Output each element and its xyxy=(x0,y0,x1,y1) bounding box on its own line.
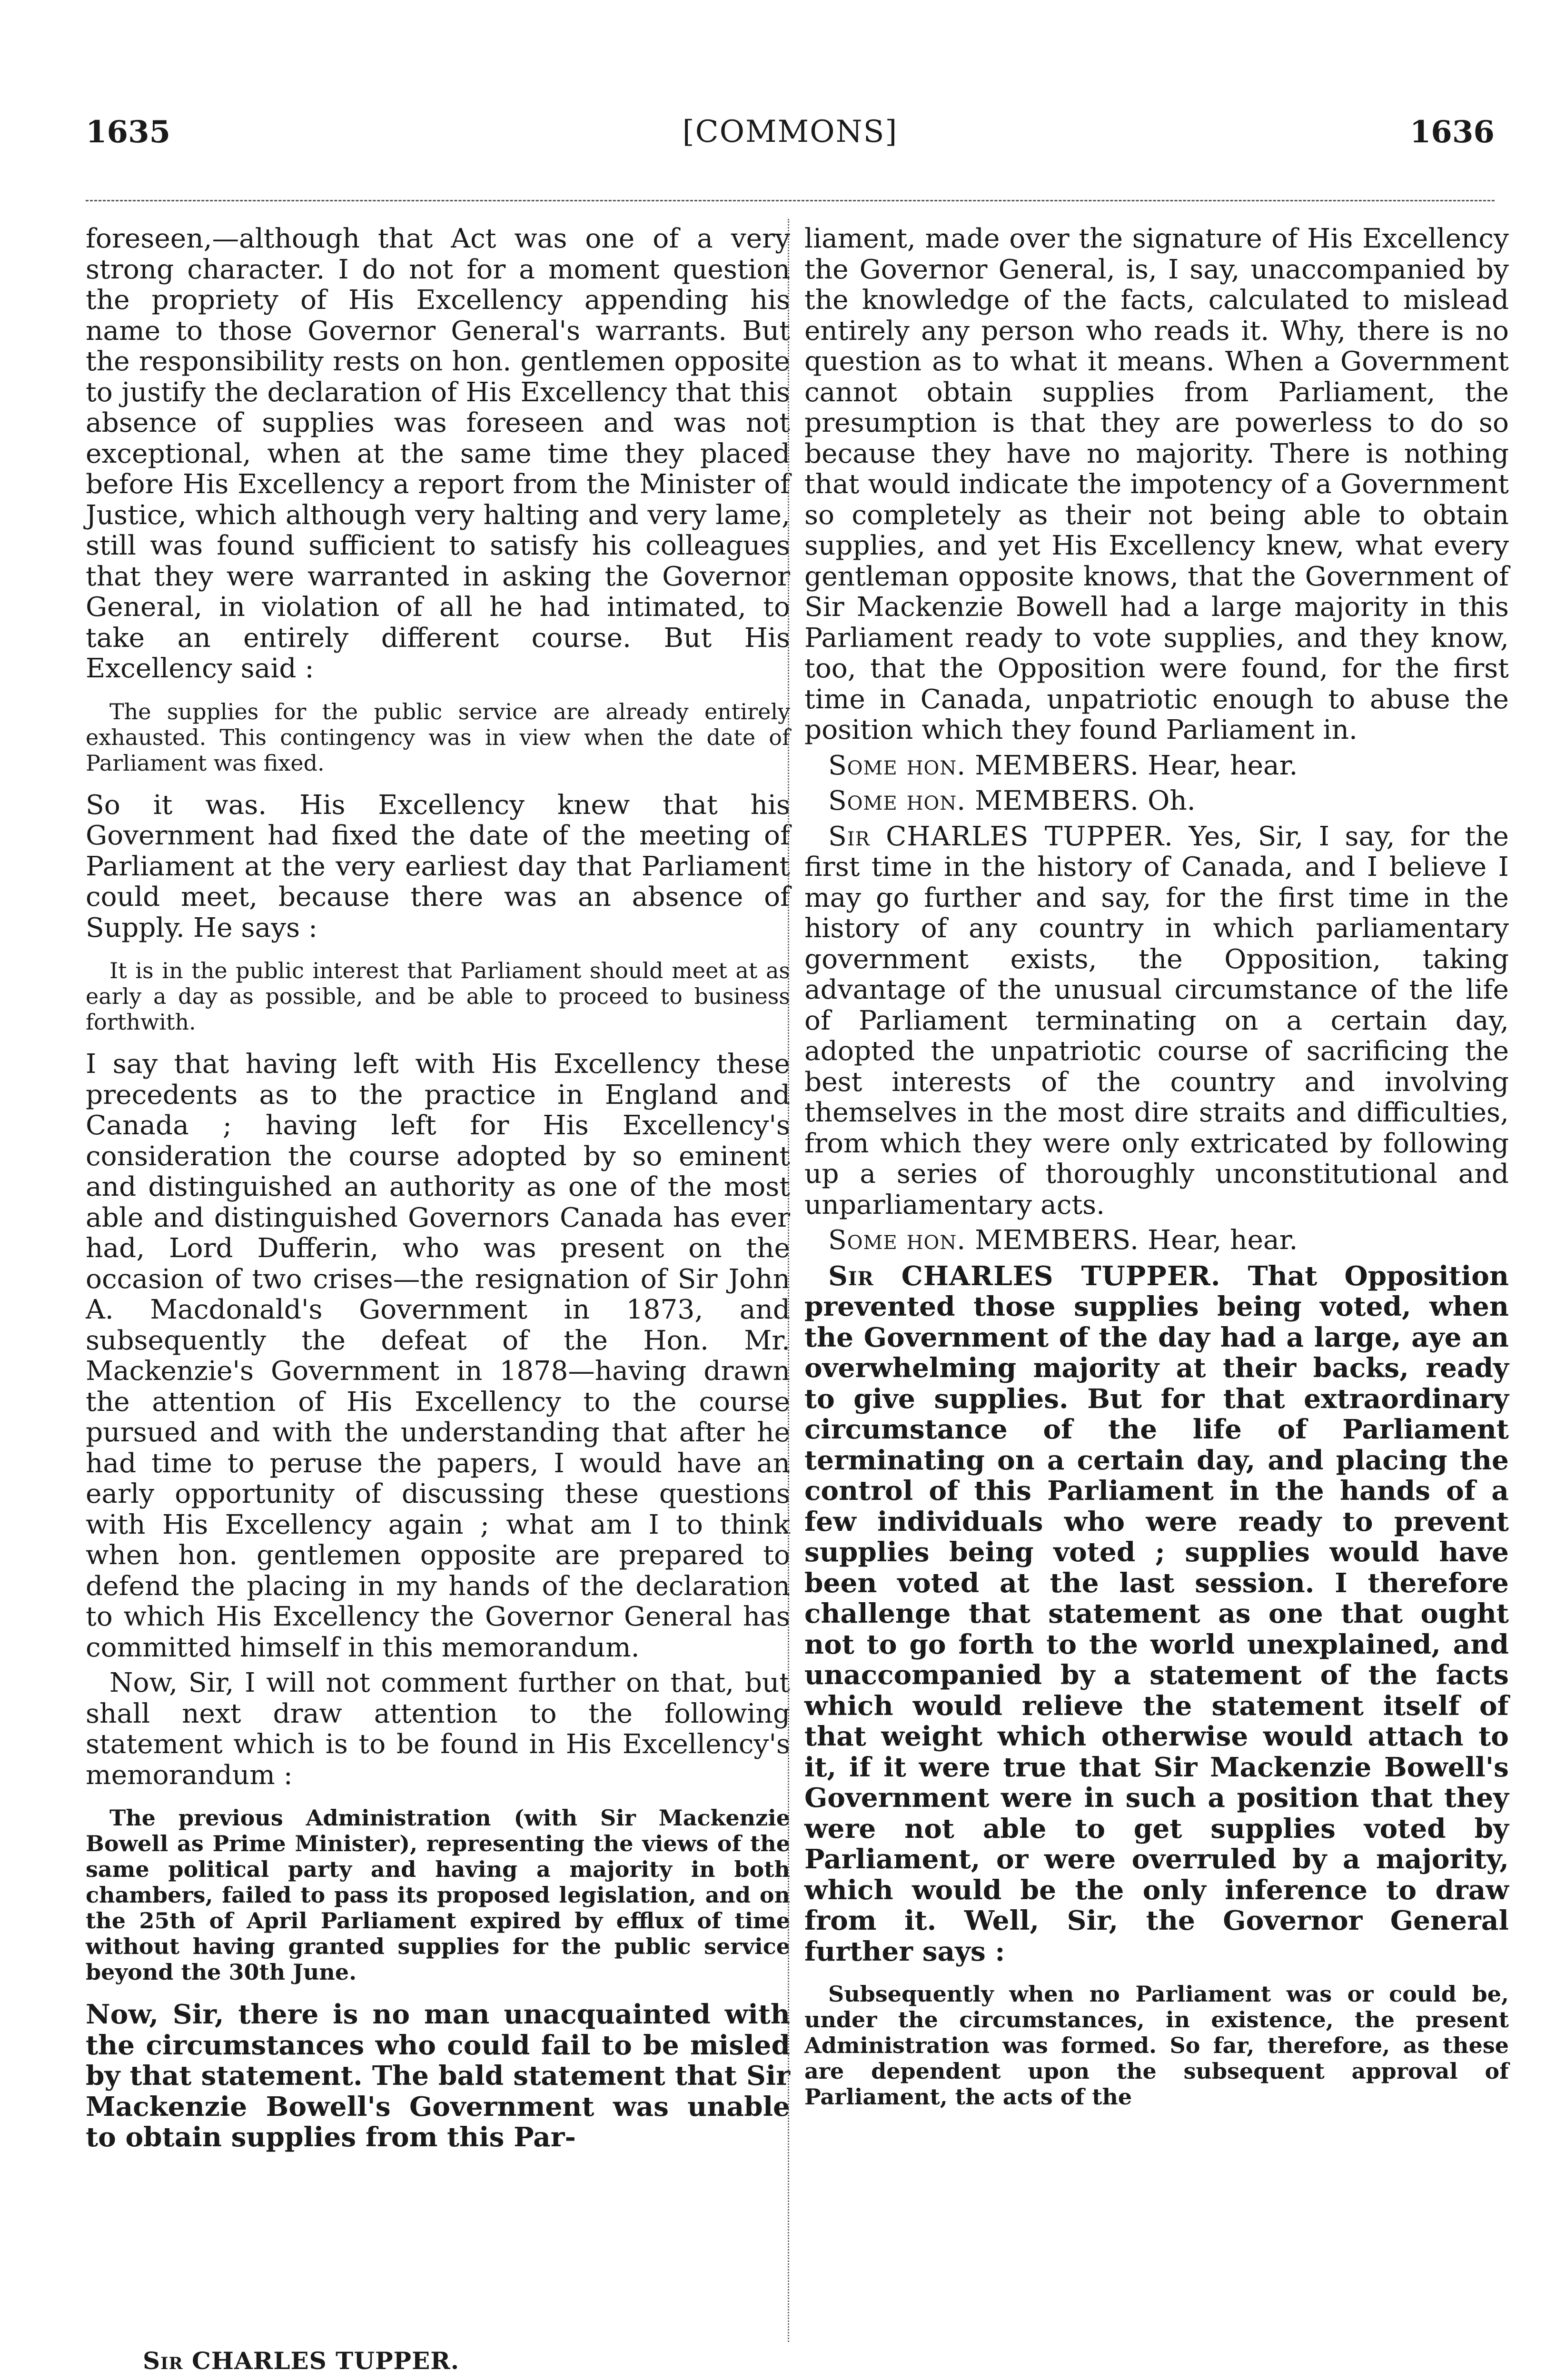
right-quote-1: Subsequently when no Parliament was or could be, under the circumstances, in existence, the present Administration was formed. So far, therefore, as these are dependent upon the subsequent approval of Parliament, the acts of the xyxy=(804,1981,1509,2110)
interjection-1 xyxy=(804,751,1509,782)
left-column xyxy=(86,224,790,2158)
interjection-3 xyxy=(804,1225,1509,1256)
interjection-3-speaker: Some hon. MEMBERS. xyxy=(828,1225,1139,1256)
speech-2-speaker: Sir CHARLES TUPPER. xyxy=(828,1260,1221,1292)
interjection-3-text: Hear, hear. xyxy=(1148,1225,1298,1256)
left-quote-1: The supplies for the public service are already entirely exhausted. This contingency was in view when the date of Parliament was fixed. xyxy=(86,698,790,776)
left-paragraph-2: So it was. His Excellency knew that his Government had fixed the date of the meeting of Parliament at the very earliest day that Parliament could meet, because there was an absence of Supply. He says : xyxy=(86,789,790,943)
left-paragraph-5: Now, Sir, there is no man unacquainted with the circumstances who could fail to be misled by that statement. The bald statement that Sir Mackenzie Bowell's Government was unable to obtain supplies from this Par- xyxy=(86,1999,790,2153)
interjection-2-text: Oh. xyxy=(1148,785,1196,816)
left-paragraph-1: foreseen,—although that Act was one of a very strong character. I do not for a moment question the propriety of His Excellency appending his name to those Governor General's warrants. But the responsibility rests on hon. gentlemen opposite to justify the declaration of His Excellency that this absence of supplies was foreseen and was not exceptional, when at the same time they placed before His Excellency a report from the Minister of Justice, which although very halting and very lame, still was found sufficient to satisfy his colleagues that they were warranted in asking the Governor General, in violation of all he had intimated, to take an entirely different course. But His Excellency said : xyxy=(86,223,790,684)
footer-speaker-catchword: Sir CHARLES TUPPER. xyxy=(143,2347,460,2375)
page-number-right: 1636 xyxy=(1409,114,1495,150)
speech-2 xyxy=(804,1261,1509,1967)
speech-1-text: Yes, Sir, I say, for the first time in the history of Canada, and I believe I may go further and say, for the first time in the history of any country in which parliamentary government exists, the Opposition, taking advantage of the unusual circumstance of the life of Parliament terminating on a certain day, adopted the unpatriotic course of sacrificing the best interests of the country and involving themselves in the most dire straits and difficulties, from which they were only extricated by following up a series of thoroughly unconstitutional and unparliamentary acts. xyxy=(804,821,1509,1220)
left-paragraph-3: I say that having left with His Excellency these precedents as to the practice in England and Canada ; having left for His Excellency's consideration the course adopted by so eminent and distinguished an authority as one of the most able and distinguished Governors Canada has ever had, Lord Dufferin, who was present on the occasion of two crises—the resignation of Sir John A. Macdonald's Government in 1873, and subsequently the defeat of the Hon. Mr. Mackenzie's Government in 1878—having drawn the attention of His Excellency to the course pursued and with the understanding that after he had time to peruse the papers, I would have an early opportunity of discussing these questions with His Excellency again ; what am I to think when hon. gentlemen opposite are prepared to defend the placing in my hands of the declaration to which His Excellency the Governor General has committed himself in this memorandum. xyxy=(86,1049,790,1663)
speech-1 xyxy=(804,822,1509,1221)
right-paragraph-1: liament, made over the signature of His Excellency the Governor General, is, I say, unaccompanied by the knowledge of the facts, calculated to mislead entirely any person who reads it. Why, there is no question as to what it means. When a Government cannot obtain supplies from Parliament, the presumption is that they are powerless to do so because they have no majority. There is nothing that would indicate the impotency of a Government so completely as their not being able to obtain supplies, and yet His Excellency knew, what every gentleman opposite knows, that the Government of Sir Mackenzie Bowell had a large majority in this Parliament ready to vote supplies, and they know, too, that the Opposition were found, for the first time in Canada, unpatriotic enough to abuse the position which they found Parliament in. xyxy=(804,223,1509,745)
page-number-left: 1635 xyxy=(86,114,171,150)
interjection-2 xyxy=(804,786,1509,817)
running-head-title: [COMMONS] xyxy=(682,114,898,149)
speech-2-text: That Opposition prevented those supplies being voted, when the Government of the day had a large, aye an overwhelming majority at their backs, ready to give supplies. But for that extraordinary circumstance of the life of Parliament terminating on a certain day, and placing the control of this Parliament in the hands of a few individuals who were ready to prevent supplies being voted ; supplies would have been voted at the last session. I therefore challenge that statement as one that ought not to go forth to the world unexplained, and unaccompanied by a statement of the facts which would relieve the statement itself of that weight which otherwise would attach to it, if it were true that Sir Mackenzie Bowell's Government were in such a position that they were not able to get supplies voted by Parliament, or were overruled by a majority, which would be the only inference to draw from it. Well, Sir, the Governor General further says : xyxy=(804,1260,1509,1967)
speech-1-speaker: Sir CHARLES TUPPER. xyxy=(828,821,1173,852)
interjection-1-speaker: Some hon. MEMBERS. xyxy=(828,750,1139,781)
left-paragraph-4: Now, Sir, I will not comment further on that, but shall next draw attention to the following statement which is to be found in His Excellency's memorandum : xyxy=(86,1667,790,1791)
interjection-2-speaker: Some hon. MEMBERS. xyxy=(828,785,1139,816)
interjection-1-text: Hear, hear. xyxy=(1148,750,1298,781)
column-divider xyxy=(788,219,789,2342)
header-rule xyxy=(86,200,1495,201)
right-column xyxy=(804,224,1509,2124)
left-quote-3: The previous Administration (with Sir Mackenzie Bowell as Prime Minister), representing the views of the same political party and having a majority in both chambers, failed to pass its proposed legislation, and on the 25th of April Parliament expired by efflux of time without having granted supplies for the public service beyond the 30th June. xyxy=(86,1805,790,1985)
left-quote-2: It is in the public interest that Parliament should meet at as early a day as possible, and be able to proceed to business forthwith. xyxy=(86,958,790,1035)
page-header xyxy=(86,114,1495,167)
